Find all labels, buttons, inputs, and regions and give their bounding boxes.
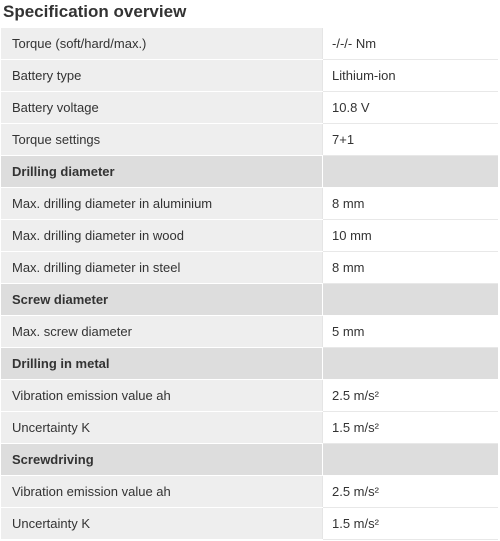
spec-row: [1, 60, 498, 92]
spec-label: Uncertainty K: [1, 412, 323, 444]
spec-label: Max. drilling diameter in steel: [1, 252, 323, 284]
spec-value: 8 mm: [323, 188, 499, 220]
spec-label: Uncertainty K: [1, 508, 323, 540]
spec-row: [1, 412, 498, 444]
specification-table: [1, 28, 498, 540]
spec-label: Torque (soft/hard/max.): [1, 28, 323, 60]
section-header-value: [323, 348, 499, 380]
spec-row: [1, 316, 498, 348]
spec-label: Vibration emission value ah: [1, 476, 323, 508]
spec-value: 1.5 m/s²: [323, 412, 499, 444]
spec-label: Torque settings: [1, 124, 323, 156]
spec-label: Max. screw diameter: [1, 316, 323, 348]
spec-value: 7+1: [323, 124, 499, 156]
spec-label: Max. drilling diameter in wood: [1, 220, 323, 252]
spec-label: Battery voltage: [1, 92, 323, 124]
spec-row: [1, 508, 498, 540]
section-header-label: Screw diameter: [1, 284, 323, 316]
spec-value: 5 mm: [323, 316, 499, 348]
section-header-value: [323, 284, 499, 316]
section-header-label: Drilling diameter: [1, 156, 323, 188]
spec-row: [1, 124, 498, 156]
spec-row: [1, 220, 498, 252]
section-header-label: Drilling in metal: [1, 348, 323, 380]
spec-value: 8 mm: [323, 252, 499, 284]
spec-row: [1, 380, 498, 412]
section-header-row: [1, 444, 498, 476]
spec-label: Max. drilling diameter in aluminium: [1, 188, 323, 220]
section-header-value: [323, 156, 499, 188]
spec-value: 10.8 V: [323, 92, 499, 124]
section-header-row: [1, 348, 498, 380]
spec-value: Lithium-ion: [323, 60, 499, 92]
section-header-row: [1, 284, 498, 316]
spec-value: 10 mm: [323, 220, 499, 252]
section-header-label: Screwdriving: [1, 444, 323, 476]
spec-label: Battery type: [1, 60, 323, 92]
spec-value: 2.5 m/s²: [323, 476, 499, 508]
spec-value: -/-/- Nm: [323, 28, 499, 60]
spec-row: [1, 92, 498, 124]
spec-value: 2.5 m/s²: [323, 380, 499, 412]
spec-row: [1, 188, 498, 220]
page-title: Specification overview: [3, 2, 187, 21]
spec-value: 1.5 m/s²: [323, 508, 499, 540]
spec-row: [1, 252, 498, 284]
spec-row: [1, 28, 498, 60]
section-header-value: [323, 444, 499, 476]
spec-label: Vibration emission value ah: [1, 380, 323, 412]
section-header-row: [1, 156, 498, 188]
spec-row: [1, 476, 498, 508]
